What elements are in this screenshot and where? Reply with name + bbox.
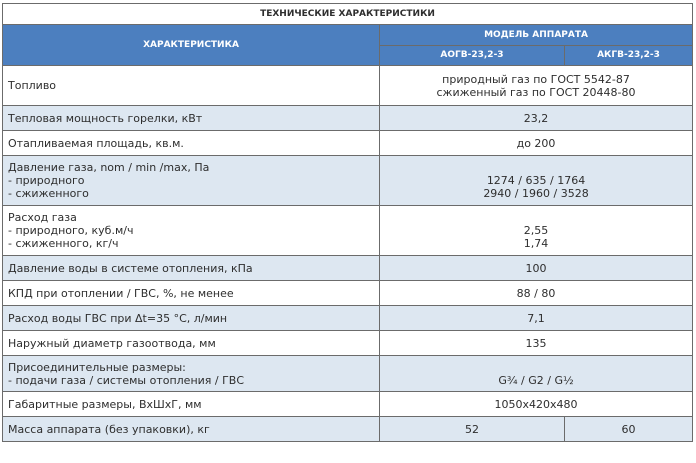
table-row: [3, 306, 693, 331]
row-name: [3, 281, 380, 306]
row-value-line: 1,74: [523, 237, 549, 250]
table-row: [3, 66, 693, 106]
row-value-line: [385, 211, 687, 224]
table-row: [3, 392, 693, 417]
row-name-line: Присоединительные размеры:: [8, 360, 186, 374]
row-name-line: - подачи газа / системы отопления / ГВС: [8, 373, 245, 387]
row-name: [3, 156, 380, 206]
row-value-model-2: 60: [565, 417, 693, 442]
row-name-line: - природного, куб.м/ч: [8, 224, 134, 237]
row-value-line: [385, 361, 687, 374]
row-name-line: Расход воды ГВС при Δt=35 °С, л/мин: [8, 311, 228, 325]
row-name-line: - сжиженного: [8, 187, 89, 200]
row-name: [3, 206, 380, 256]
row-value: [380, 392, 693, 417]
row-name: [3, 356, 380, 392]
row-value-line: 1050x420x480: [494, 397, 578, 411]
table-row: [3, 281, 693, 306]
row-name-line: - сжиженного, кг/ч: [8, 237, 119, 250]
row-name: [3, 256, 380, 281]
row-value: [380, 66, 693, 106]
row-name-line: Давление воды в системе отопления, кПа: [8, 261, 253, 275]
table-row: [3, 206, 693, 256]
row-value-line: природный газ по ГОСТ 5542-87: [442, 72, 630, 86]
table-row: [3, 131, 693, 156]
row-name-line: Габаритные размеры, ВхШхГ, мм: [8, 397, 202, 411]
table-row: [3, 356, 693, 392]
row-value-line: G¾ / G2 / G½: [498, 373, 574, 387]
row-value-line: 88 / 80: [516, 286, 556, 300]
row-name-line: Давление газа, nom / min /max, Па: [8, 161, 210, 174]
row-name-line: Отапливаемая площадь, кв.м.: [8, 136, 184, 150]
row-value: [380, 306, 693, 331]
row-value: [380, 106, 693, 131]
row-name: [3, 392, 380, 417]
row-value: [380, 156, 693, 206]
table-row: [3, 256, 693, 281]
row-value-line: до 200: [516, 136, 556, 150]
row-value-line: 135: [525, 336, 547, 350]
row-value-line: 100: [525, 261, 547, 275]
row-name: [3, 131, 380, 156]
table-row: [3, 106, 693, 131]
row-value-line: 2940 / 1960 / 3528: [483, 187, 589, 200]
row-value: [380, 256, 693, 281]
row-name: [3, 331, 380, 356]
row-value-line: 23,2: [523, 111, 549, 125]
characteristic-header: ХАРАКТЕРИСТИКА: [3, 25, 380, 66]
row-value-line: 7,1: [527, 311, 545, 325]
row-name-line: Масса аппарата (без упаковки), кг: [8, 422, 210, 436]
row-value-model-1: 52: [380, 417, 565, 442]
header-row-1: [3, 25, 693, 46]
row-name: [3, 417, 380, 442]
row-value-line: сжиженный газ по ГОСТ 20448-80: [436, 85, 636, 99]
row-name: [3, 106, 380, 131]
row-name-line: КПД при отоплении / ГВС, %, не менее: [8, 286, 234, 300]
table-title: ТЕХНИЧЕСКИЕ ХАРАКТЕРИСТИКИ: [3, 4, 693, 25]
row-name: [3, 306, 380, 331]
row-value: [380, 356, 693, 392]
model-2-header: АКГВ-23,2-3: [565, 46, 693, 66]
specifications-table: [2, 3, 693, 442]
row-value-line: 2,55: [523, 224, 549, 237]
row-value: [380, 131, 693, 156]
row-value-line: [385, 161, 687, 174]
table-row: [3, 417, 693, 442]
row-name-line: Расход газа: [8, 211, 77, 224]
table-row: [3, 156, 693, 206]
row-value: [380, 331, 693, 356]
row-value-line: 1274 / 635 / 1764: [486, 174, 586, 187]
row-name-line: Тепловая мощность горелки, кВт: [8, 111, 203, 125]
row-value: [380, 281, 693, 306]
row-name-line: Топливо: [8, 79, 57, 92]
row-value: [380, 206, 693, 256]
model-1-header: АОГВ-23,2-3: [380, 46, 565, 66]
model-group-header: МОДЕЛЬ АППАРАТА: [380, 25, 693, 46]
row-name-line: - природного: [8, 174, 85, 187]
row-name: [3, 66, 380, 106]
row-name-line: Наружный диаметр газоотвода, мм: [8, 336, 216, 350]
title-row: [3, 4, 693, 25]
table-row: [3, 331, 693, 356]
